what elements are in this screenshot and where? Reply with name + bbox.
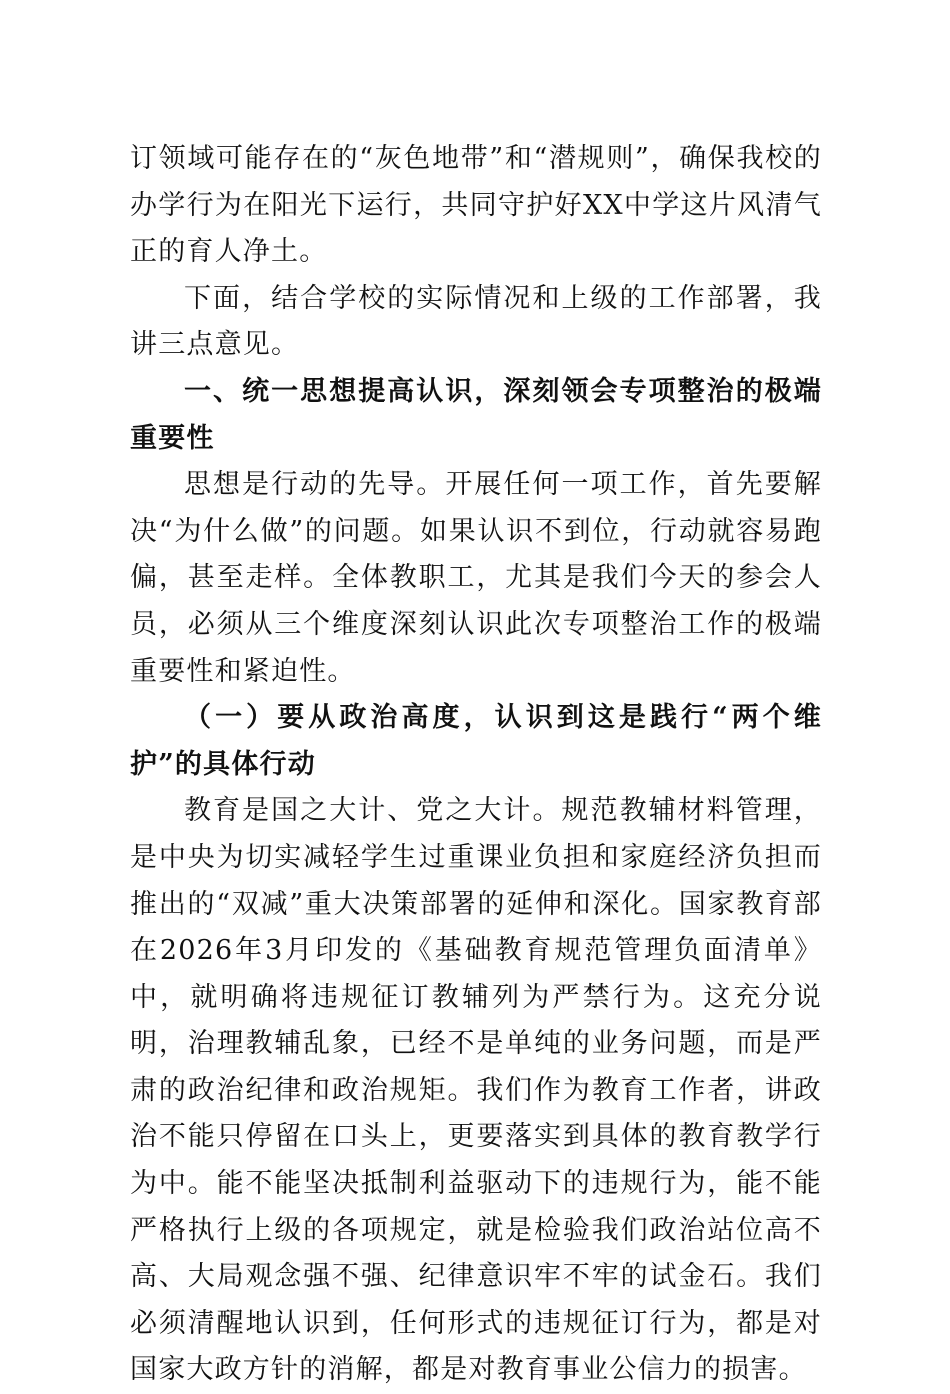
subsection-heading-1: （一）要从政治高度，认识到这是践行“两个维护”的具体行动 [130,702,822,780]
document-body [130,136,822,1394]
section-heading-1: 一、统一思想提高认识，深刻领会专项整治的极端重要性 [130,375,822,454]
paragraph-subsection-1: 教育是国之大计、党之大计。规范教辅材料管理，是中央为切实减轻学生过重课业负担和家庭经济负担而推出的“双减”重大决策部署的延伸和深化。国家教育部在2026年3月印发的《基础教育规范管理负面清单》中，就明确将违规征订教辅列为严禁行为。这充分说明，治理教辅乱象，已经不是单纯的业务问题，而是严肃的政治纪律和政治规矩。我们作为教育工作者，讲政治不能只停留在口头上，更要落实到具体的教育教学行为中。能不能坚决抵制利益驱动下的违规行为，能不能严格执行上级的各项规定，就是检验我们政治站位高不高、大局观念强不强、纪律意识牢不牢的试金石。我们必须清醒地认识到，任何形式的违规征订行为，都是对国家大政方针的消解，都是对教育事业公信力的损害。 [130,795,822,1386]
paragraph-continuation: 订领域可能存在的“灰色地带”和“潜规则”，确保我校的办学行为在阳光下运行，共同守护好XX中学这片风清气正的育人净土。 [130,143,822,268]
paragraph-intro: 下面，结合学校的实际情况和上级的工作部署，我讲三点意见。 [130,282,822,361]
paragraph-section-1: 思想是行动的先导。开展任何一项工作，首先要解决“为什么做”的问题。如果认识不到位，行动就容易跑偏，甚至走样。全体教职工，尤其是我们今天的参会人员，必须从三个维度深刻认识此次专项整治工作的极端重要性和紧迫性。 [130,469,822,687]
